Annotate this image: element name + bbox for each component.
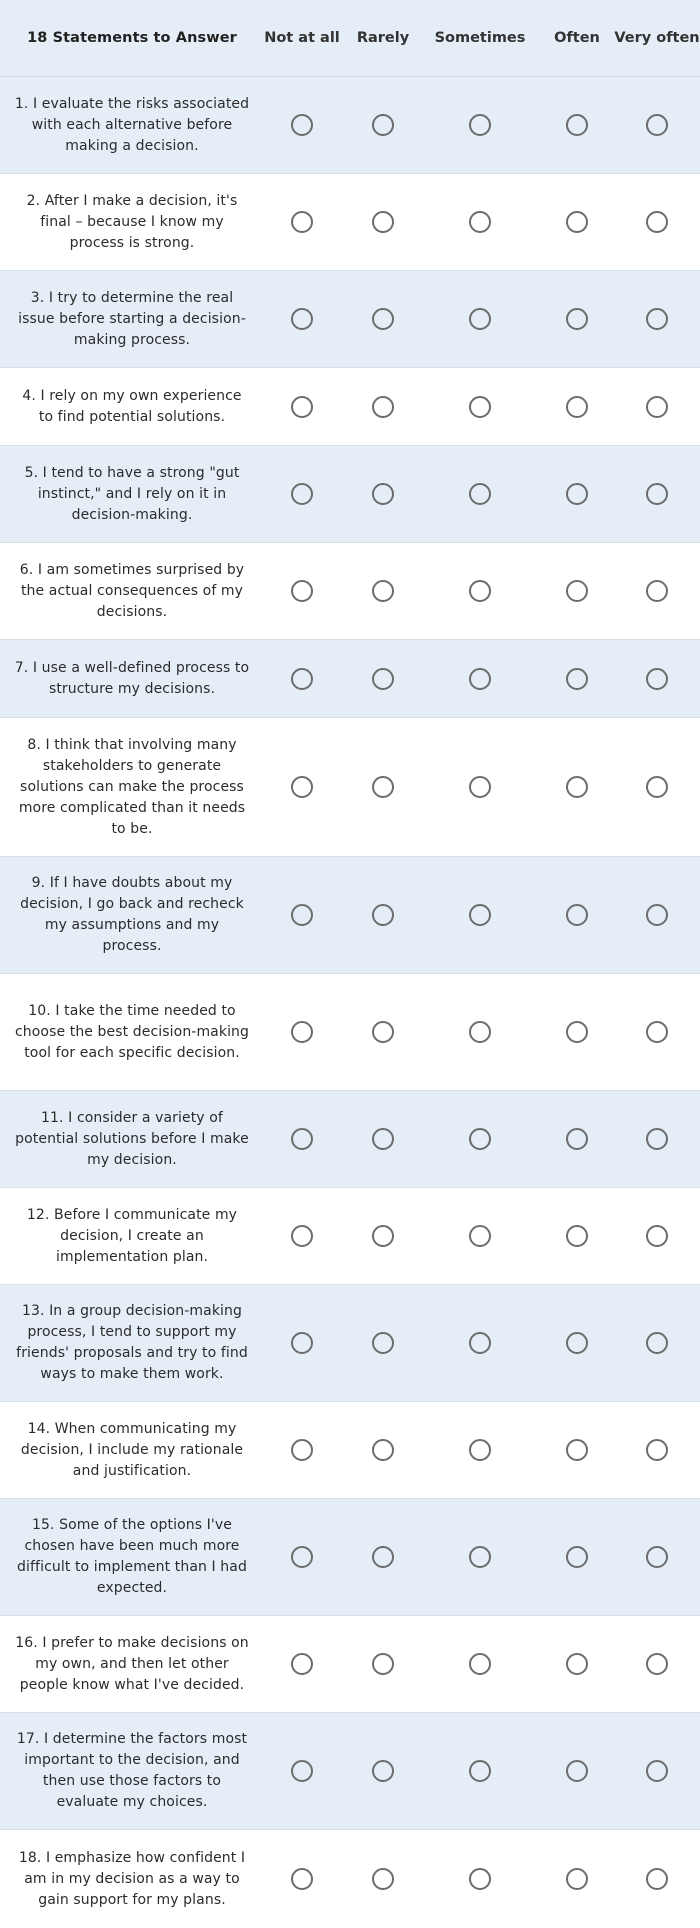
statement-text: 9. If I have doubts about my decision, I go back and recheck my assumptions and my process. — [20, 875, 244, 954]
radio-often[interactable] — [566, 308, 588, 330]
radio-sometimes[interactable] — [469, 580, 491, 602]
radio-not-at-all[interactable] — [291, 1021, 313, 1043]
radio-not-at-all[interactable] — [291, 580, 313, 602]
radio-rarely[interactable] — [372, 1332, 394, 1354]
radio-rarely[interactable] — [372, 1760, 394, 1782]
radio-often[interactable] — [566, 1021, 588, 1043]
radio-not-at-all[interactable] — [291, 114, 313, 136]
radio-often[interactable] — [566, 580, 588, 602]
radio-very-often[interactable] — [646, 1128, 668, 1150]
radio-very-often[interactable] — [646, 1439, 668, 1461]
statement-text: 2. After I make a decision, it's final – because I know my process is strong. — [26, 192, 238, 251]
radio-not-at-all[interactable] — [291, 1653, 313, 1675]
statement-row — [0, 1830, 700, 1928]
statement-text: 14. When communicating my decision, I include my rationale and justification. — [20, 1420, 244, 1479]
radio-sometimes[interactable] — [469, 1760, 491, 1782]
statement-text: 6. I am sometimes surprised by the actual consequences of my decisions. — [19, 561, 245, 620]
radio-often[interactable] — [566, 1546, 588, 1568]
radio-very-often[interactable] — [646, 1546, 668, 1568]
radio-often[interactable] — [566, 904, 588, 926]
statement-row — [0, 1713, 700, 1830]
radio-not-at-all[interactable] — [291, 211, 313, 233]
radio-very-often[interactable] — [646, 1332, 668, 1354]
radio-rarely[interactable] — [372, 1868, 394, 1890]
radio-sometimes[interactable] — [469, 114, 491, 136]
radio-often[interactable] — [566, 1332, 588, 1354]
radio-rarely[interactable] — [372, 1021, 394, 1043]
radio-sometimes[interactable] — [469, 396, 491, 418]
radio-very-often[interactable] — [646, 308, 668, 330]
statement-row — [0, 857, 700, 974]
radio-rarely[interactable] — [372, 1546, 394, 1568]
radio-often[interactable] — [566, 1225, 588, 1247]
radio-often[interactable] — [566, 396, 588, 418]
radio-often[interactable] — [566, 211, 588, 233]
radio-often[interactable] — [566, 1128, 588, 1150]
statement-row — [0, 640, 700, 718]
radio-often[interactable] — [566, 776, 588, 798]
statement-row — [0, 271, 700, 368]
radio-sometimes[interactable] — [469, 1439, 491, 1461]
option-header-very-often: Very often — [614, 30, 700, 46]
radio-not-at-all[interactable] — [291, 904, 313, 926]
radio-not-at-all[interactable] — [291, 1760, 313, 1782]
radio-rarely[interactable] — [372, 1225, 394, 1247]
statement-row — [0, 1188, 700, 1285]
radio-very-often[interactable] — [646, 668, 668, 690]
radio-rarely[interactable] — [372, 308, 394, 330]
radio-often[interactable] — [566, 1653, 588, 1675]
radio-rarely[interactable] — [372, 904, 394, 926]
radio-often[interactable] — [566, 668, 588, 690]
radio-sometimes[interactable] — [469, 308, 491, 330]
option-header-sometimes: Sometimes — [434, 30, 526, 46]
statement-row — [0, 1499, 700, 1616]
radio-very-often[interactable] — [646, 1021, 668, 1043]
statement-text: 4. I rely on my own experience to find potential solutions. — [22, 387, 242, 425]
radio-rarely[interactable] — [372, 1128, 394, 1150]
radio-sometimes[interactable] — [469, 1332, 491, 1354]
statement-row — [0, 1616, 700, 1713]
statement-column-header: 18 Statements to Answer — [27, 29, 237, 46]
statement-text: 7. I use a well-defined process to structure my decisions. — [14, 659, 250, 697]
radio-rarely[interactable] — [372, 1439, 394, 1461]
radio-often[interactable] — [566, 483, 588, 505]
option-header-often: Often — [554, 30, 600, 46]
statement-row — [0, 1285, 700, 1402]
radio-very-often[interactable] — [646, 483, 668, 505]
radio-very-often[interactable] — [646, 904, 668, 926]
radio-very-often[interactable] — [646, 1868, 668, 1890]
radio-not-at-all[interactable] — [291, 396, 313, 418]
radio-not-at-all[interactable] — [291, 1868, 313, 1890]
statement-row — [0, 974, 700, 1091]
statement-row — [0, 1091, 700, 1188]
radio-very-often[interactable] — [646, 1653, 668, 1675]
survey-header-row — [0, 0, 700, 77]
radio-not-at-all[interactable] — [291, 1546, 313, 1568]
radio-rarely[interactable] — [372, 396, 394, 418]
statement-text: 18. I emphasize how confident I am in my decision as a way to gain support for my plans. — [18, 1849, 246, 1908]
radio-often[interactable] — [566, 1868, 588, 1890]
radio-very-often[interactable] — [646, 776, 668, 798]
statement-row — [0, 718, 700, 857]
radio-rarely[interactable] — [372, 580, 394, 602]
radio-very-often[interactable] — [646, 580, 668, 602]
statement-row — [0, 446, 700, 543]
statement-row — [0, 368, 700, 446]
radio-rarely[interactable] — [372, 1653, 394, 1675]
radio-not-at-all[interactable] — [291, 1128, 313, 1150]
radio-not-at-all[interactable] — [291, 308, 313, 330]
statement-row — [0, 1402, 700, 1499]
statement-text: 13. In a group decision-making process, I tend to support my friends' proposals and try to find ways to make them work. — [16, 1303, 248, 1382]
radio-not-at-all[interactable] — [291, 483, 313, 505]
radio-sometimes[interactable] — [469, 1128, 491, 1150]
radio-very-often[interactable] — [646, 211, 668, 233]
radio-sometimes[interactable] — [469, 483, 491, 505]
statement-text: 5. I tend to have a strong "gut instinct," and I rely on it in decision-making. — [24, 464, 240, 523]
radio-sometimes[interactable] — [469, 211, 491, 233]
radio-rarely[interactable] — [372, 668, 394, 690]
radio-rarely[interactable] — [372, 211, 394, 233]
radio-not-at-all[interactable] — [291, 668, 313, 690]
radio-sometimes[interactable] — [469, 668, 491, 690]
option-header-rarely: Rarely — [356, 30, 410, 46]
radio-rarely[interactable] — [372, 776, 394, 798]
statement-text: 10. I take the time needed to choose the best decision-making tool for each specific decision. — [14, 1002, 250, 1061]
radio-not-at-all[interactable] — [291, 1439, 313, 1461]
radio-very-often[interactable] — [646, 1760, 668, 1782]
radio-not-at-all[interactable] — [291, 1332, 313, 1354]
radio-sometimes[interactable] — [469, 1546, 491, 1568]
radio-sometimes[interactable] — [469, 1225, 491, 1247]
radio-sometimes[interactable] — [469, 1021, 491, 1043]
radio-often[interactable] — [566, 1760, 588, 1782]
statement-text: 11. I consider a variety of potential solutions before I make my decision. — [15, 1109, 249, 1168]
radio-very-often[interactable] — [646, 114, 668, 136]
radio-sometimes[interactable] — [469, 1868, 491, 1890]
radio-sometimes[interactable] — [469, 904, 491, 926]
statement-text: 12. Before I communicate my decision, I create an implementation plan. — [26, 1206, 238, 1265]
option-header-not-at-all: Not at all — [264, 30, 340, 46]
radio-often[interactable] — [566, 1439, 588, 1461]
radio-often[interactable] — [566, 114, 588, 136]
radio-sometimes[interactable] — [469, 776, 491, 798]
statement-text: 17. I determine the factors most important to the decision, and then use those factors to evaluate my choices. — [16, 1731, 248, 1810]
radio-sometimes[interactable] — [469, 1653, 491, 1675]
radio-very-often[interactable] — [646, 1225, 668, 1247]
statement-row — [0, 174, 700, 271]
radio-not-at-all[interactable] — [291, 1225, 313, 1247]
statement-text: 16. I prefer to make decisions on my own, and then let other people know what I've decided. — [15, 1634, 249, 1693]
statement-row — [0, 77, 700, 174]
statement-text: 1. I evaluate the risks associated with each alternative before making a decision. — [14, 95, 250, 154]
statement-text: 3. I try to determine the real issue before starting a decision-making process. — [18, 289, 246, 348]
radio-rarely[interactable] — [372, 114, 394, 136]
radio-not-at-all[interactable] — [291, 776, 313, 798]
statement-text: 15. Some of the options I've chosen have been much more difficult to implement than I had expected. — [17, 1517, 247, 1596]
statement-text: 8. I think that involving many stakeholders to generate solutions can make the process more complicated than it needs to be. — [18, 736, 246, 837]
radio-very-often[interactable] — [646, 396, 668, 418]
radio-rarely[interactable] — [372, 483, 394, 505]
statement-row — [0, 543, 700, 640]
